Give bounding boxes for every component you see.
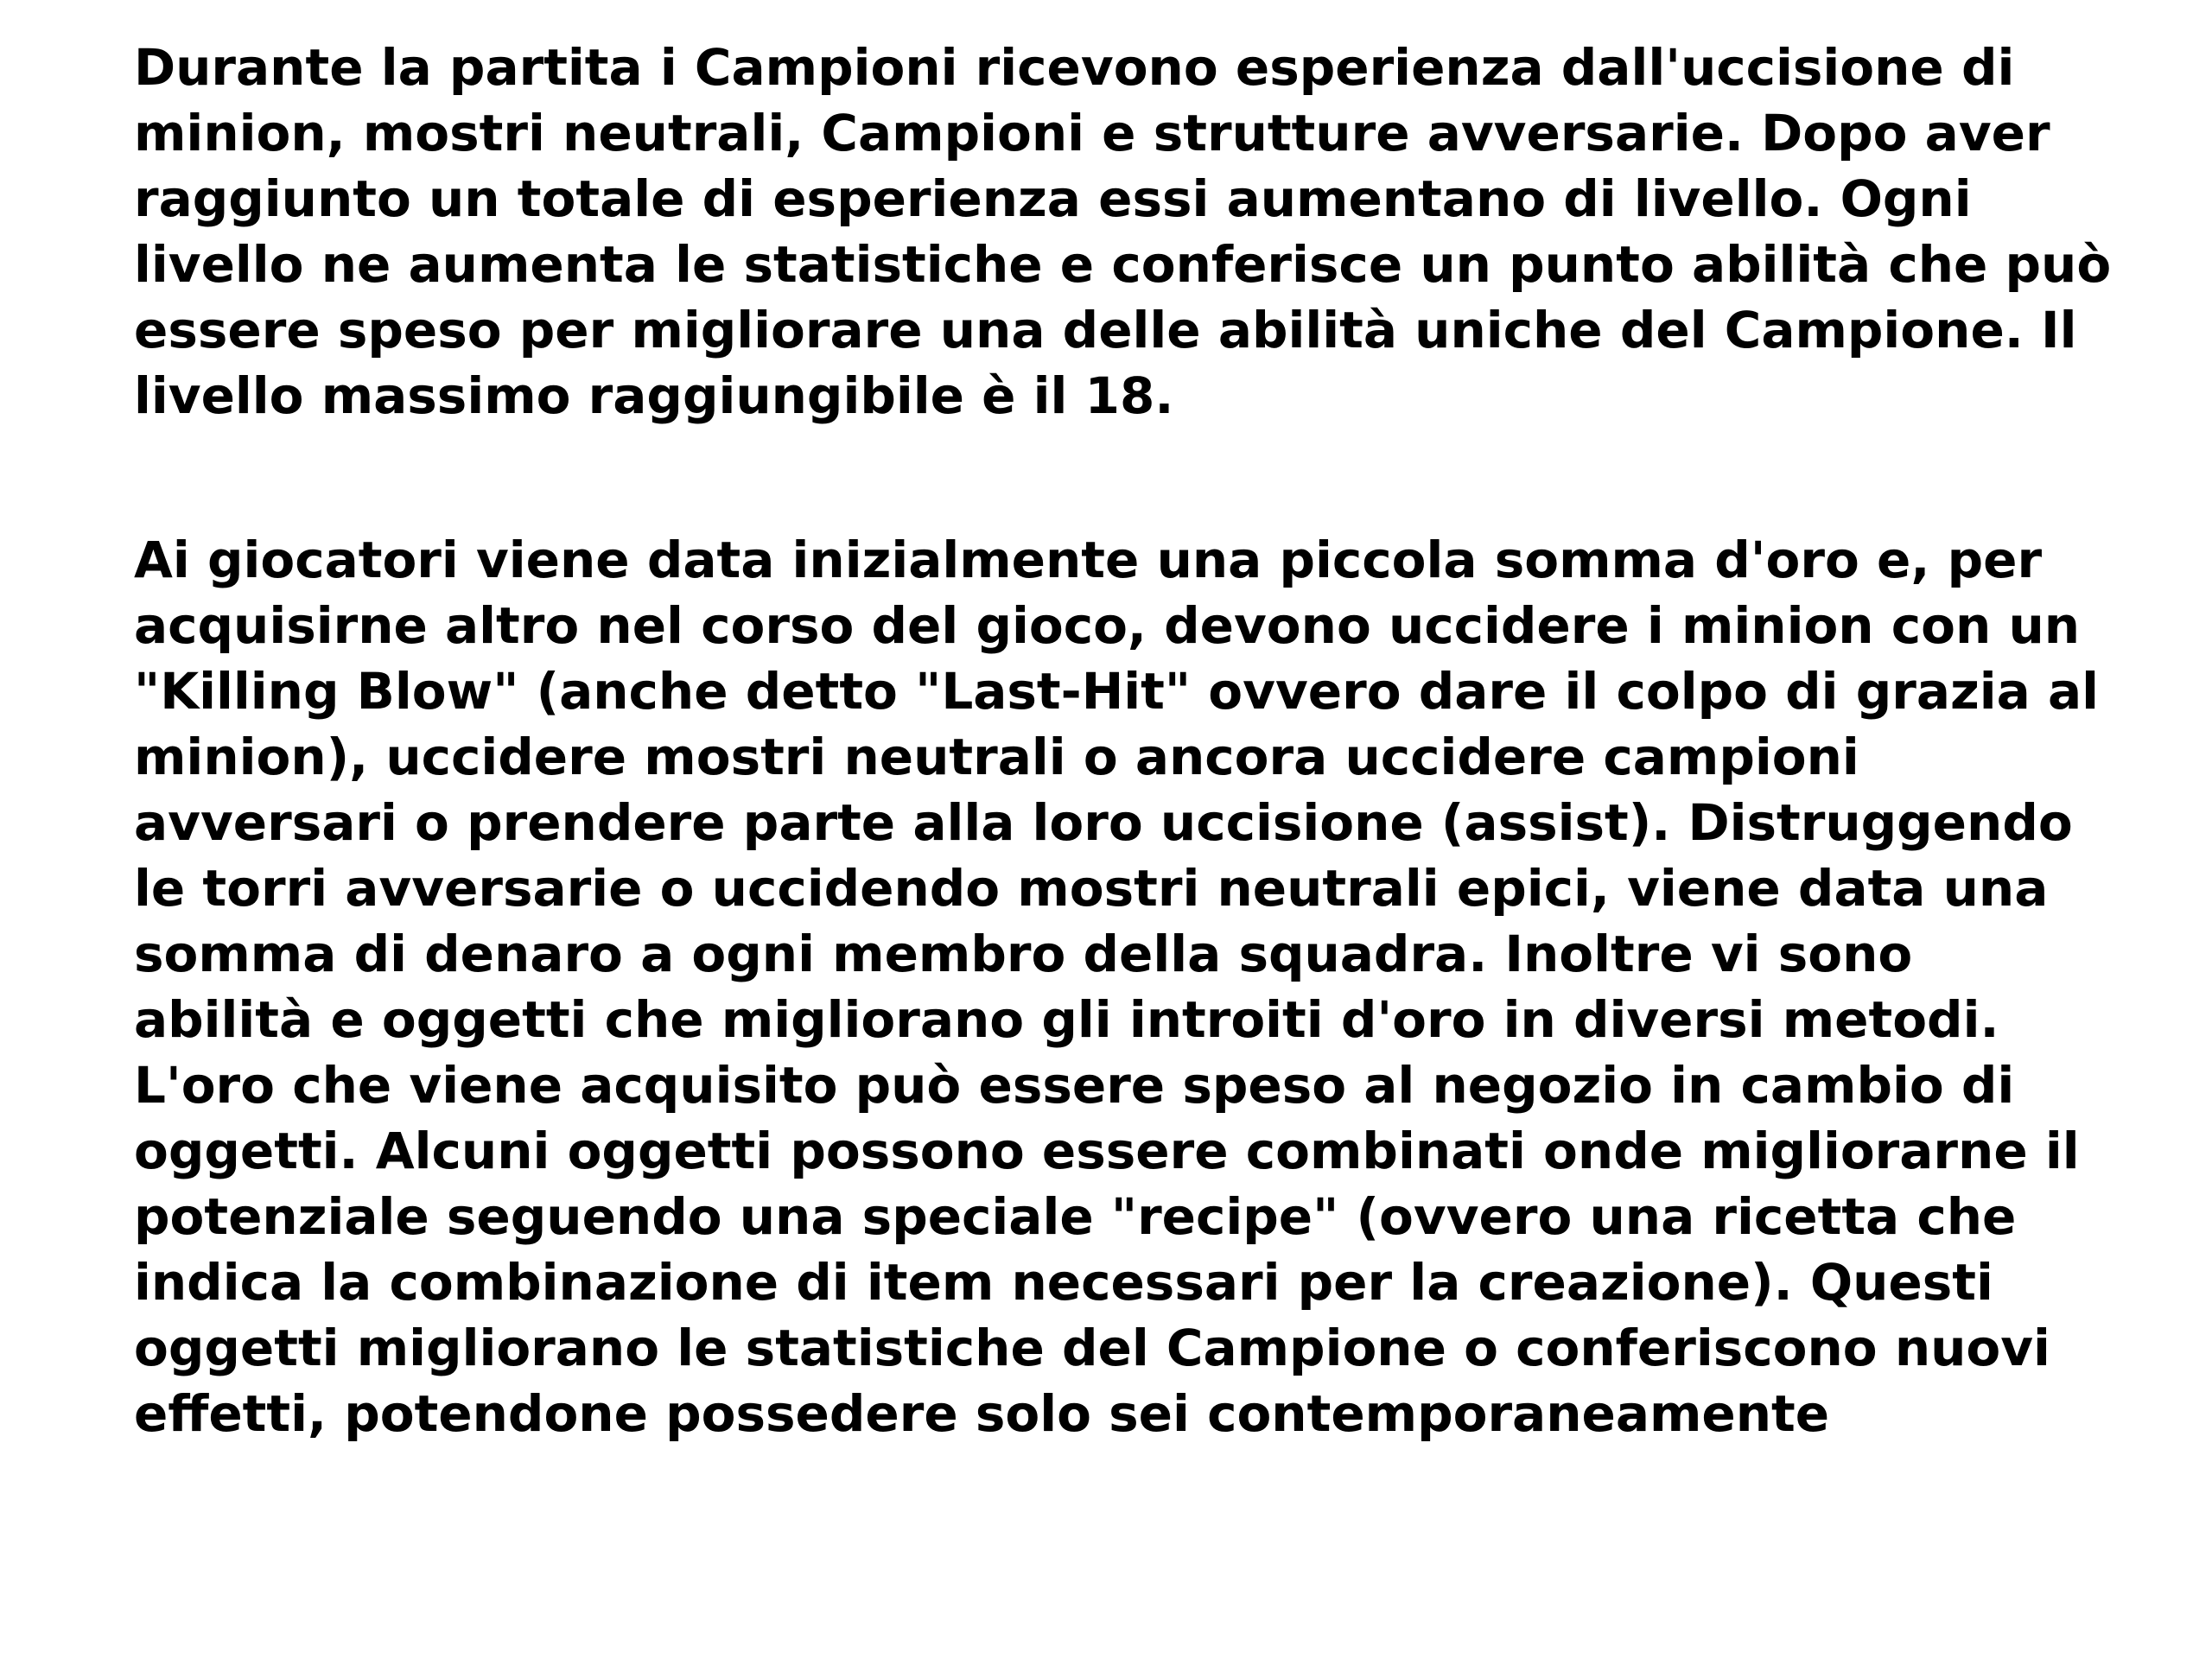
text-line: oggetti migliorano le statistiche del Campione o conferiscono nuovi (134, 1319, 2050, 1377)
text-line: oggetti. Alcuni oggetti possono essere combinati onde migliorarne il (134, 1122, 2080, 1180)
paragraph-experience (134, 35, 2121, 429)
text-line: somma di denaro a ogni membro della squadra. Inoltre vi sono (134, 925, 1913, 983)
text-line: le torri avversarie o uccidendo mostri neutrali epici, viene data una (134, 859, 2049, 918)
paragraph-gold (134, 429, 2121, 1446)
text-line: avversari o prendere parte alla loro uccisione (assist). Distruggendo (134, 793, 2073, 852)
text-line: "Killing Blow" (anche detto "Last-Hit" ovvero dare il colpo di grazia al (134, 662, 2099, 721)
slide-text-body (134, 35, 2121, 1446)
text-line: abilità e oggetti che migliorano gli introiti d'oro in diversi metodi. (134, 990, 1999, 1049)
text-line: essere speso per migliorare una delle abilità uniche del Campione. Il (134, 301, 2077, 359)
text-line: effetti, potendone possedere solo sei contemporaneamente (134, 1384, 1830, 1443)
text-line: minion), uccidere mostri neutrali o ancora uccidere campioni (134, 728, 1859, 786)
text-line: livello ne aumenta le statistiche e conferisce un punto abilità che può (134, 235, 2112, 294)
text-line: acquisirne altro nel corso del gioco, devono uccidere i minion con un (134, 596, 2081, 655)
text-line: L'oro che viene acquisito può essere speso al negozio in cambio di (134, 1056, 2015, 1115)
text-line: indica la combinazione di item necessari per la creazione). Questi (134, 1253, 1993, 1312)
text-line: minion, mostri neutrali, Campioni e strutture avversarie. Dopo aver (134, 104, 2050, 162)
text-line: raggiunto un totale di esperienza essi aumentano di livello. Ogni (134, 169, 1972, 228)
text-line: livello massimo raggiungibile è il 18. (134, 366, 1174, 425)
text-line: Ai giocatori viene data inizialmente una piccola somma d'oro e, per (134, 531, 2043, 589)
text-line: potenziale seguendo una speciale "recipe" (ovvero una ricetta che (134, 1187, 2017, 1246)
text-line: Durante la partita i Campioni ricevono esperienza dall'uccisione di (134, 38, 2015, 97)
